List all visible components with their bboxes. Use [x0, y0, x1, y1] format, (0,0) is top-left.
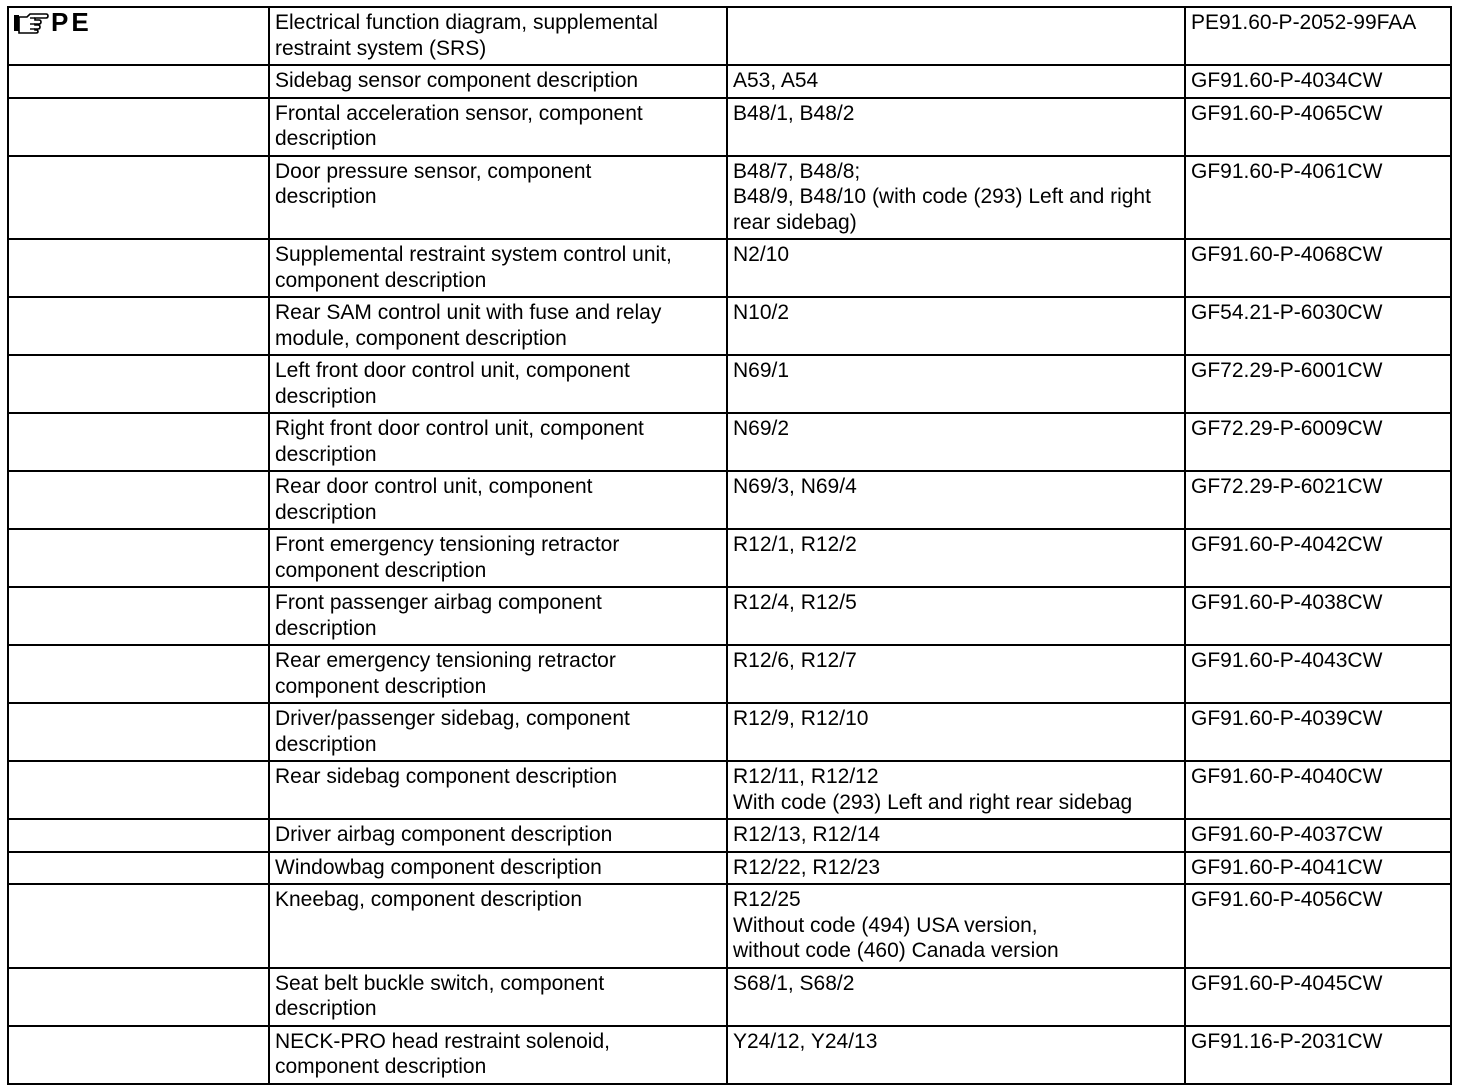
row-document-link[interactable]: GF91.60-P-4041CW [1185, 852, 1451, 885]
table-row [8, 1026, 1451, 1084]
row-description: Left front door control unit, component description [269, 355, 727, 413]
row-description: Windowbag component description [269, 852, 727, 885]
row-document-link[interactable]: GF91.60-P-4045CW [1185, 968, 1451, 1026]
row-components: R12/25 Without code (494) USA version, without code (460) Canada version [727, 884, 1185, 968]
table-row [8, 852, 1451, 885]
pe-label: PE [51, 7, 92, 37]
table-row [8, 98, 1451, 156]
row-document-link[interactable]: GF91.60-P-4065CW [1185, 98, 1451, 156]
row-description: Front emergency tensioning retractor component description [269, 529, 727, 587]
row-description: Driver airbag component description [269, 819, 727, 852]
row-marker-cell [8, 761, 269, 819]
table-row [8, 587, 1451, 645]
header-row [8, 7, 1451, 65]
row-marker-cell [8, 645, 269, 703]
row-marker-cell [8, 156, 269, 240]
row-marker-cell [8, 1026, 269, 1084]
row-components: N69/1 [727, 355, 1185, 413]
row-description: Door pressure sensor, component description [269, 156, 727, 240]
row-components: N10/2 [727, 297, 1185, 355]
row-components: R12/22, R12/23 [727, 852, 1185, 885]
row-marker-cell [8, 968, 269, 1026]
row-marker-cell [8, 471, 269, 529]
reference-table [7, 6, 1452, 1085]
table-row [8, 703, 1451, 761]
row-components: N69/3, N69/4 [727, 471, 1185, 529]
row-components: N69/2 [727, 413, 1185, 471]
row-document-link[interactable]: GF91.60-P-4038CW [1185, 587, 1451, 645]
row-marker-cell [8, 819, 269, 852]
row-components: R12/11, R12/12 With code (293) Left and right rear sidebag [727, 761, 1185, 819]
row-components: N2/10 [727, 239, 1185, 297]
row-marker-cell [8, 884, 269, 968]
row-document-link[interactable]: GF72.29-P-6009CW [1185, 413, 1451, 471]
row-description: Seat belt buckle switch, component description [269, 968, 727, 1026]
table-row [8, 529, 1451, 587]
table-row [8, 65, 1451, 98]
pointing-hand-icon [13, 12, 49, 34]
row-components: B48/1, B48/2 [727, 98, 1185, 156]
row-document-link[interactable]: GF54.21-P-6030CW [1185, 297, 1451, 355]
row-description: Driver/passenger sidebag, component description [269, 703, 727, 761]
row-components: S68/1, S68/2 [727, 968, 1185, 1026]
component-rows [8, 65, 1451, 1084]
header-components [727, 7, 1185, 65]
table-row [8, 761, 1451, 819]
table-row [8, 297, 1451, 355]
table-row [8, 471, 1451, 529]
row-document-link[interactable]: GF91.60-P-4056CW [1185, 884, 1451, 968]
row-description: Rear door control unit, component description [269, 471, 727, 529]
row-description: Sidebag sensor component description [269, 65, 727, 98]
row-description: Rear sidebag component description [269, 761, 727, 819]
table-row [8, 645, 1451, 703]
row-document-link[interactable]: GF91.60-P-4068CW [1185, 239, 1451, 297]
row-document-link[interactable]: GF72.29-P-6021CW [1185, 471, 1451, 529]
row-marker-cell [8, 587, 269, 645]
row-marker-cell [8, 703, 269, 761]
row-description: Right front door control unit, component description [269, 413, 727, 471]
row-marker-cell [8, 297, 269, 355]
row-components: R12/9, R12/10 [727, 703, 1185, 761]
header-document-link[interactable]: PE91.60-P-2052-99FAA [1185, 7, 1451, 65]
row-marker-cell [8, 239, 269, 297]
header-title: Electrical function diagram, supplemental restraint system (SRS) [269, 7, 727, 65]
table-row [8, 884, 1451, 968]
row-marker-cell [8, 413, 269, 471]
row-marker-cell [8, 98, 269, 156]
row-components: R12/1, R12/2 [727, 529, 1185, 587]
row-components: Y24/12, Y24/13 [727, 1026, 1185, 1084]
pe-marker-cell [8, 7, 269, 65]
row-document-link[interactable]: GF91.60-P-4043CW [1185, 645, 1451, 703]
row-description: Frontal acceleration sensor, component description [269, 98, 727, 156]
row-marker-cell [8, 852, 269, 885]
row-components: R12/4, R12/5 [727, 587, 1185, 645]
row-document-link[interactable]: GF91.60-P-4042CW [1185, 529, 1451, 587]
row-document-link[interactable]: GF91.60-P-4037CW [1185, 819, 1451, 852]
row-components: R12/6, R12/7 [727, 645, 1185, 703]
row-description: Kneebag, component description [269, 884, 727, 968]
row-description: Supplemental restraint system control unit, component description [269, 239, 727, 297]
table-row [8, 413, 1451, 471]
row-components: R12/13, R12/14 [727, 819, 1185, 852]
table-row [8, 239, 1451, 297]
row-description: Rear emergency tensioning retractor component description [269, 645, 727, 703]
row-components: A53, A54 [727, 65, 1185, 98]
row-components: B48/7, B48/8; B48/9, B48/10 (with code (293) Left and right rear sidebag) [727, 156, 1185, 240]
row-marker-cell [8, 529, 269, 587]
row-document-link[interactable]: GF91.60-P-4039CW [1185, 703, 1451, 761]
table-row [8, 355, 1451, 413]
table-row [8, 156, 1451, 240]
table-row [8, 819, 1451, 852]
row-description: Rear SAM control unit with fuse and relay module, component description [269, 297, 727, 355]
row-description: NECK-PRO head restraint solenoid, component description [269, 1026, 727, 1084]
row-description: Front passenger airbag component description [269, 587, 727, 645]
row-document-link[interactable]: GF91.60-P-4061CW [1185, 156, 1451, 240]
row-document-link[interactable]: GF91.60-P-4034CW [1185, 65, 1451, 98]
row-document-link[interactable]: GF72.29-P-6001CW [1185, 355, 1451, 413]
row-marker-cell [8, 355, 269, 413]
row-document-link[interactable]: GF91.16-P-2031CW [1185, 1026, 1451, 1084]
table-row [8, 968, 1451, 1026]
row-document-link[interactable]: GF91.60-P-4040CW [1185, 761, 1451, 819]
row-marker-cell [8, 65, 269, 98]
